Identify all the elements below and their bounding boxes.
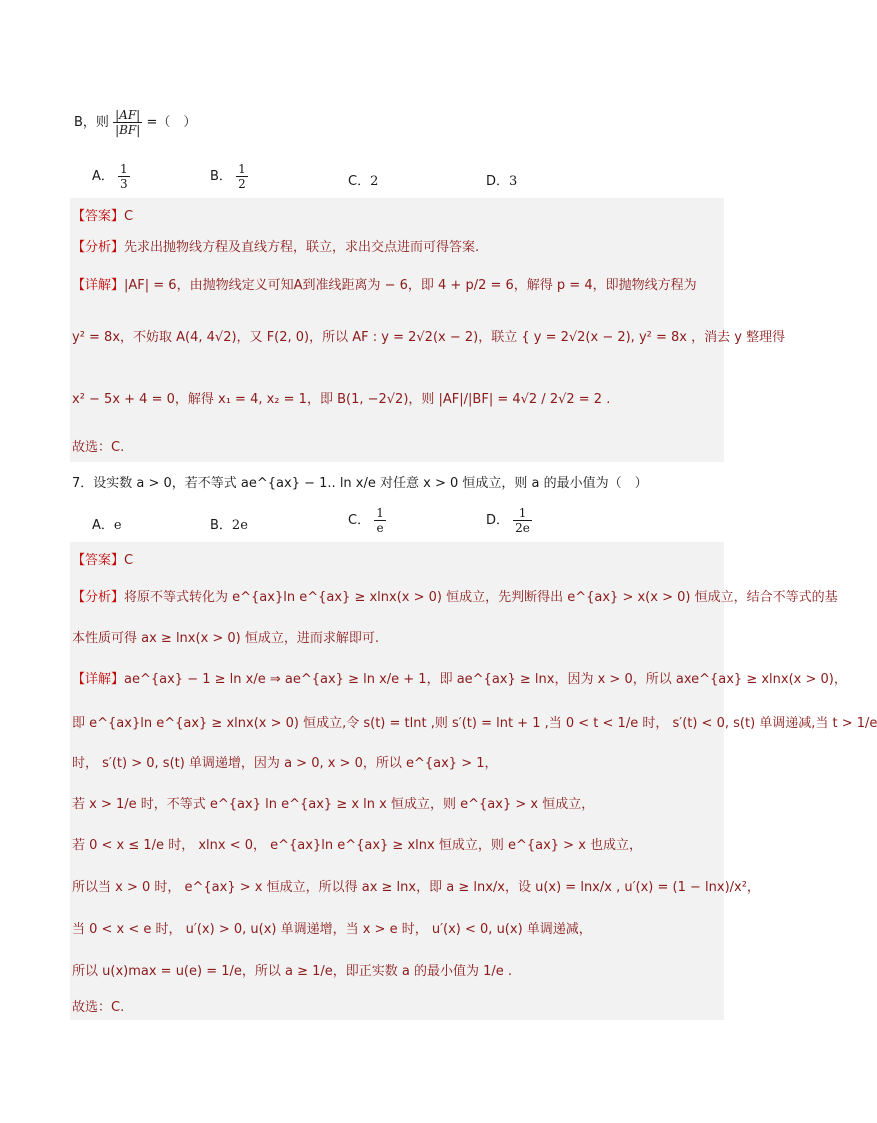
q7-solution-panel (70, 542, 724, 1020)
q7-answer: 【答案】C (72, 553, 134, 568)
q7-detail-line-4: 若 x > 1/e 时，不等式 e^{ax} ln e^{ax} ≥ x ln x 恒成立，则 e^{ax} > x 恒成立， (72, 797, 595, 812)
q6-detail-line-2: y² = 8x，不妨取 A(4, 4√2)，又 F(2, 0)，所以 AF : y = 2√2(x − 2)，联立 { y = 2√2(x − 2), y² = 8x ，消去 y 整理得 (72, 330, 786, 345)
q7-detail-line-8: 所以 u(x)max = u(e) = 1/e，所以 a ≥ 1/e，即正实数 a 的最小值为 1/e . (72, 964, 513, 979)
q7-analysis-line-2: 本性质可得 ax ≥ lnx(x > 0) 恒成立，进而求解即可. (72, 631, 380, 646)
ratio-fraction: $\frac{|AF|}{|BF|}$ (115, 108, 141, 137)
q6-analysis: 【分析】先求出抛物线方程及直线方程，联立，求出交点进而可得答案. (72, 240, 480, 255)
q7-detail-line-6: 所以当 x > 0 时， e^{ax} > x 恒成立，所以得 ax ≥ lnx，即 a ≥ lnx/x，设 u(x) = lnx/x , u′(x) = (1 − lnx)/x²， (72, 880, 760, 895)
q6-detail-line-3: x² − 5x + 4 = 0，解得 x₁ = 4, x₂ = 1，即 B(1, −2√2)，则 |AF|/|BF| = 4√2 / 2√2 = 2 . (72, 392, 611, 407)
q7-option-a[interactable]: A．e (92, 518, 122, 533)
q6-option-a[interactable]: A． $\frac{1}{3}$ (92, 162, 128, 191)
q6-conclusion: 故选：C. (72, 440, 125, 455)
q7-option-c[interactable]: C． $\frac{1}{e}$ (348, 506, 384, 535)
q6-option-b[interactable]: B． $\frac{1}{2}$ (210, 162, 246, 191)
q7-detail-line-5: 若 0 < x ≤ 1/e 时， xlnx < 0， e^{ax}ln e^{ax} ≥ xlnx 恒成立，则 e^{ax} > x 也成立， (72, 838, 643, 853)
q7-detail-line-3: 时， s′(t) > 0, s(t) 单调递增，因为 a > 0, x > 0，所以 e^{ax} > 1， (72, 756, 498, 771)
q6-answer: 【答案】C (72, 209, 134, 224)
q6-option-d[interactable]: D．3 (486, 174, 518, 189)
q7-option-b[interactable]: B．2e (210, 518, 248, 533)
q7-detail-line-2: 即 e^{ax}ln e^{ax} ≥ xlnx(x > 0) 恒成立,令 s(t) = tlnt ,则 s′(t) = lnt + 1 ,当 0 < t < 1/e 时， s′(t) < 0, s(t) 单调递减,当 t > 1/e (72, 716, 877, 731)
q7-detail-line-1: 【详解】ae^{ax} − 1 ≥ ln x/e ⇒ ae^{ax} ≥ ln x/e + 1，即 ae^{ax} ≥ lnx，因为 x > 0，所以 axe^{ax} ≥ xlnx(x > 0)， (72, 672, 847, 687)
q7-analysis-line-1: 【分析】将原不等式转化为 e^{ax}ln e^{ax} ≥ xlnx(x > 0) 恒成立，先判断得出 e^{ax} > x(x > 0) 恒成立，结合不等式的基 (72, 590, 838, 605)
q7-conclusion: 故选：C. (72, 1000, 125, 1015)
q7-option-d[interactable]: D． $\frac{1}{2e}$ (486, 506, 530, 535)
q6-option-c[interactable]: C．2 (348, 174, 379, 189)
q6-detail-line-1: 【详解】|AF| = 6，由抛物线定义可知A到准线距离为 − 6，即 4 + p/2 = 6，解得 p = 4，即抛物线方程为 (72, 278, 697, 293)
q7-stem: 7．设实数 a > 0，若不等式 ae^{ax} − 1.. ln x/e 对任意 x > 0 恒成立，则 a 的最小值为（ ） (72, 476, 648, 491)
q6-stem-tail: B，则 $\frac{|AF|}{|BF|}$ =（ ） (74, 108, 197, 137)
q7-detail-line-7: 当 0 < x < e 时， u′(x) > 0, u(x) 单调递增，当 x > e 时， u′(x) < 0, u(x) 单调递减， (72, 922, 592, 937)
